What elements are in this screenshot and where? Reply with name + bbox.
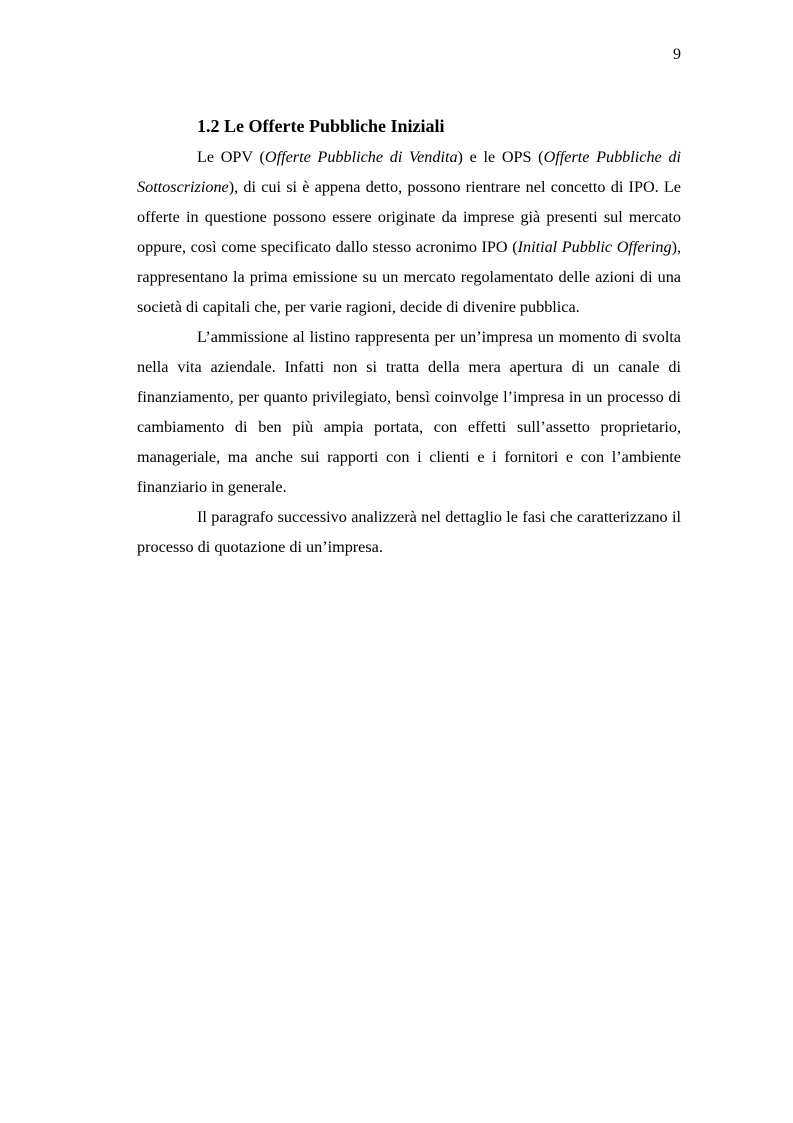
paragraph-1-text: ), rappresentano la prima emissione su un mercato regolamentato delle azioni di una società di capitali che, per varie ragioni, decide di divenire pubblica. xyxy=(137,238,681,316)
paragraph-1 xyxy=(137,142,681,322)
paragraph-1-text: ), di cui si è appena detto, possono rientrare nel concetto di IPO. Le offerte in questione possono essere originate da imprese già presenti sul mercato oppure, così come specificato dallo stesso acronimo IPO ( xyxy=(137,178,681,256)
paragraph-1-text: ) e le OPS ( xyxy=(457,148,544,166)
paragraph-3: Il paragrafo successivo analizzerà nel dettaglio le fasi che caratterizzano il processo di quotazione di un’impresa. xyxy=(137,508,681,556)
section-title: 1.2 Le Offerte Pubbliche Iniziali xyxy=(197,116,445,136)
opv-italic-term: Offerte Pubbliche di Vendita xyxy=(264,148,458,166)
body-text xyxy=(137,142,681,562)
paragraph-1-text: Le OPV ( xyxy=(197,148,265,166)
ipo-italic-term: Initial Pubblic Offering xyxy=(517,238,672,256)
ops-italic-term: Offerte Pubbliche di Sottoscrizione xyxy=(137,148,681,196)
page-number: 9 xyxy=(673,46,681,63)
paragraph-2: L’ammissione al listino rappresenta per un’impresa un momento di svolta nella vita aziendale. Infatti non si tratta della mera apertura di un canale di finanziamento, per quanto privilegiato, bensì coinvolge l’impresa in un processo di cambiamento di ben più ampia portata, con effetti sull’assetto proprietario, manageriale, ma anche sui rapporti con i clienti e i fornitori e con l’ambiente finanziario in generale. xyxy=(137,328,681,496)
